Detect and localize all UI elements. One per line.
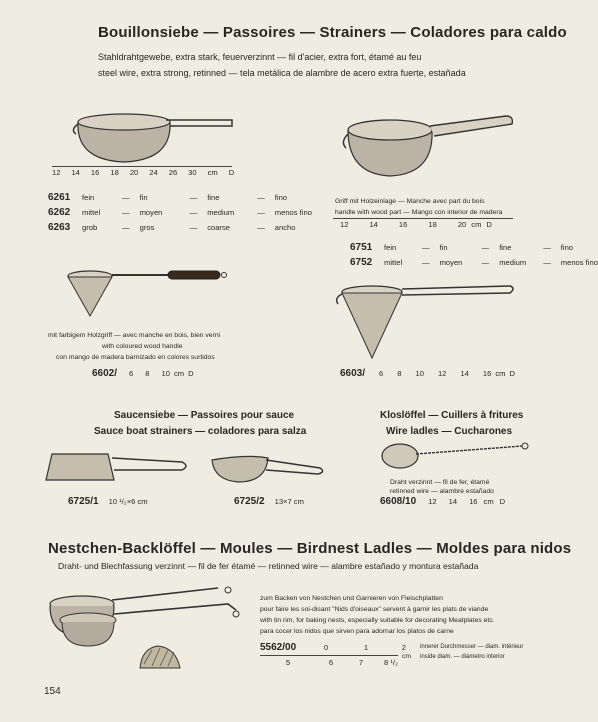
s7-legend-2: inside diam. — diámetro interior <box>420 654 505 660</box>
s7-bottom-val-3: 7 <box>358 658 364 667</box>
s6-title-2: Wire ladles — Cucharones <box>386 426 513 437</box>
s7-desc-1: zum Backen von Nestchen und Garnieren von Fleischplatten <box>260 595 443 602</box>
s5-item-1: 6725/1 10 ¹/₂×6 cm <box>68 496 148 507</box>
s7-top-val-3: 2 <box>401 643 406 652</box>
s7-top-val-1: 0 <box>323 643 329 652</box>
s7-subtitle: Draht- und Blechfassung verzinnt — fil de fer étamé — retinned wire — alambre estañado y montura estañada <box>58 561 479 571</box>
sauce-strainer-1-illustration <box>42 448 192 488</box>
conical-strainer-illustration <box>332 280 517 360</box>
s2-sizes: 12 14 16 18 20 cm D <box>340 220 492 229</box>
wire-ladle-illustration <box>380 440 530 476</box>
s1-row-6261: 6261 fein — fin — fine — fino <box>48 192 288 203</box>
sauce-strainer-2-illustration <box>208 448 328 490</box>
s6-caption-2: retinned wire — alambre estañado <box>390 488 494 495</box>
s4-sizes: 6603/ 6 8 10 12 14 16 cm D <box>340 368 515 379</box>
s7-desc-3: with tin rim, for baking nests, especially suitable for decorating Meatplates etc. <box>260 617 495 624</box>
s3-caption-3: con mango de madera barnizado en colores surtidos <box>56 354 215 361</box>
s2-caption-1: Griff mit Holzeinlage — Manche avec part du bois <box>335 198 485 205</box>
header-line-1: Stahldrahtgewebe, extra stark, feuerverzinnt — fil d'acier, extra fort, étamé au feu <box>98 52 422 62</box>
s7-bottom-val-4: 8 ¹/₂ <box>384 658 398 667</box>
s3-caption-2: with coloured wood handle <box>102 343 183 350</box>
s7-unit: cm <box>402 653 412 660</box>
s3-caption-1: mit farbigem Holzgriff — avec manche en bois, bien verni <box>48 332 221 339</box>
s2-caption-2: handle with wood part — Mango con interior de madera <box>335 209 503 216</box>
s6-caption-1: Draht verzinnt — fil de fer, étamé <box>390 479 490 486</box>
s7-item-number: 5562/00 <box>260 642 297 653</box>
s7-top-val-2: 1 <box>363 643 369 652</box>
s7-legend-1: innerer Durchmesser — diam. intérieur <box>420 644 524 650</box>
s1-row-6263: 6263 grob — gros — coarse — ancho <box>48 222 296 233</box>
s1-row-6262: 6262 mittel — moyen — medium — menos fino <box>48 207 312 218</box>
s7-desc-4: para cocer los nidos que sirven para adornar los platos de carne <box>260 628 454 635</box>
s7-size-table <box>260 642 406 667</box>
header-line-2: steel wire, extra strong, retinned — tela metálica de alambre de acero extra fuerte, estañada <box>98 68 466 78</box>
s7-bottom-val-2: 6 <box>328 658 334 667</box>
s7-bottom-val-1: 5 <box>285 658 291 667</box>
s6-sizes: 6608/10 12 14 16 cm D <box>380 496 506 507</box>
s1-size-line <box>52 166 232 167</box>
s2-variant-table <box>350 242 598 268</box>
s2-row-6751: 6751 fein — fin — fine — fino <box>350 242 574 253</box>
s2-row-6752: 6752 mittel — moyen — medium — menos fino <box>350 257 598 268</box>
s2-size-line <box>333 218 513 219</box>
s5-item-2: 6725/2 13×7 cm <box>234 496 304 507</box>
s5-title-2: Sauce boat strainers — coladores para salza <box>94 426 307 437</box>
s6-title-1: Kloslöffel — Cuillers à fritures <box>380 410 524 421</box>
header-title: Bouillonsiebe — Passoires — Strainers — Coladores para caldo <box>98 24 567 41</box>
s7-title: Nestchen-Backlöffel — Moules — Birdnest Ladles — Moldes para nidos <box>48 540 572 557</box>
conical-strainer-wood-handle-illustration <box>60 262 230 322</box>
s7-desc-2: pour faire les soi-disant "Nids d'oiseaux" servent à garnir les plats de viande <box>260 606 489 613</box>
s5-title-1: Saucensiebe — Passoires pour sauce <box>114 410 295 421</box>
round-strainer-illustration <box>66 100 236 170</box>
birdnest-ladle-illustration <box>42 584 252 674</box>
s1-variant-table <box>48 192 312 233</box>
s3-sizes: 6602/ 6 8 10 cm D <box>92 368 194 379</box>
page-number: 154 <box>44 686 61 697</box>
handled-strainer-illustration <box>338 108 518 188</box>
s1-sizes: 12 14 16 18 20 24 26 30 cm D <box>52 168 235 177</box>
